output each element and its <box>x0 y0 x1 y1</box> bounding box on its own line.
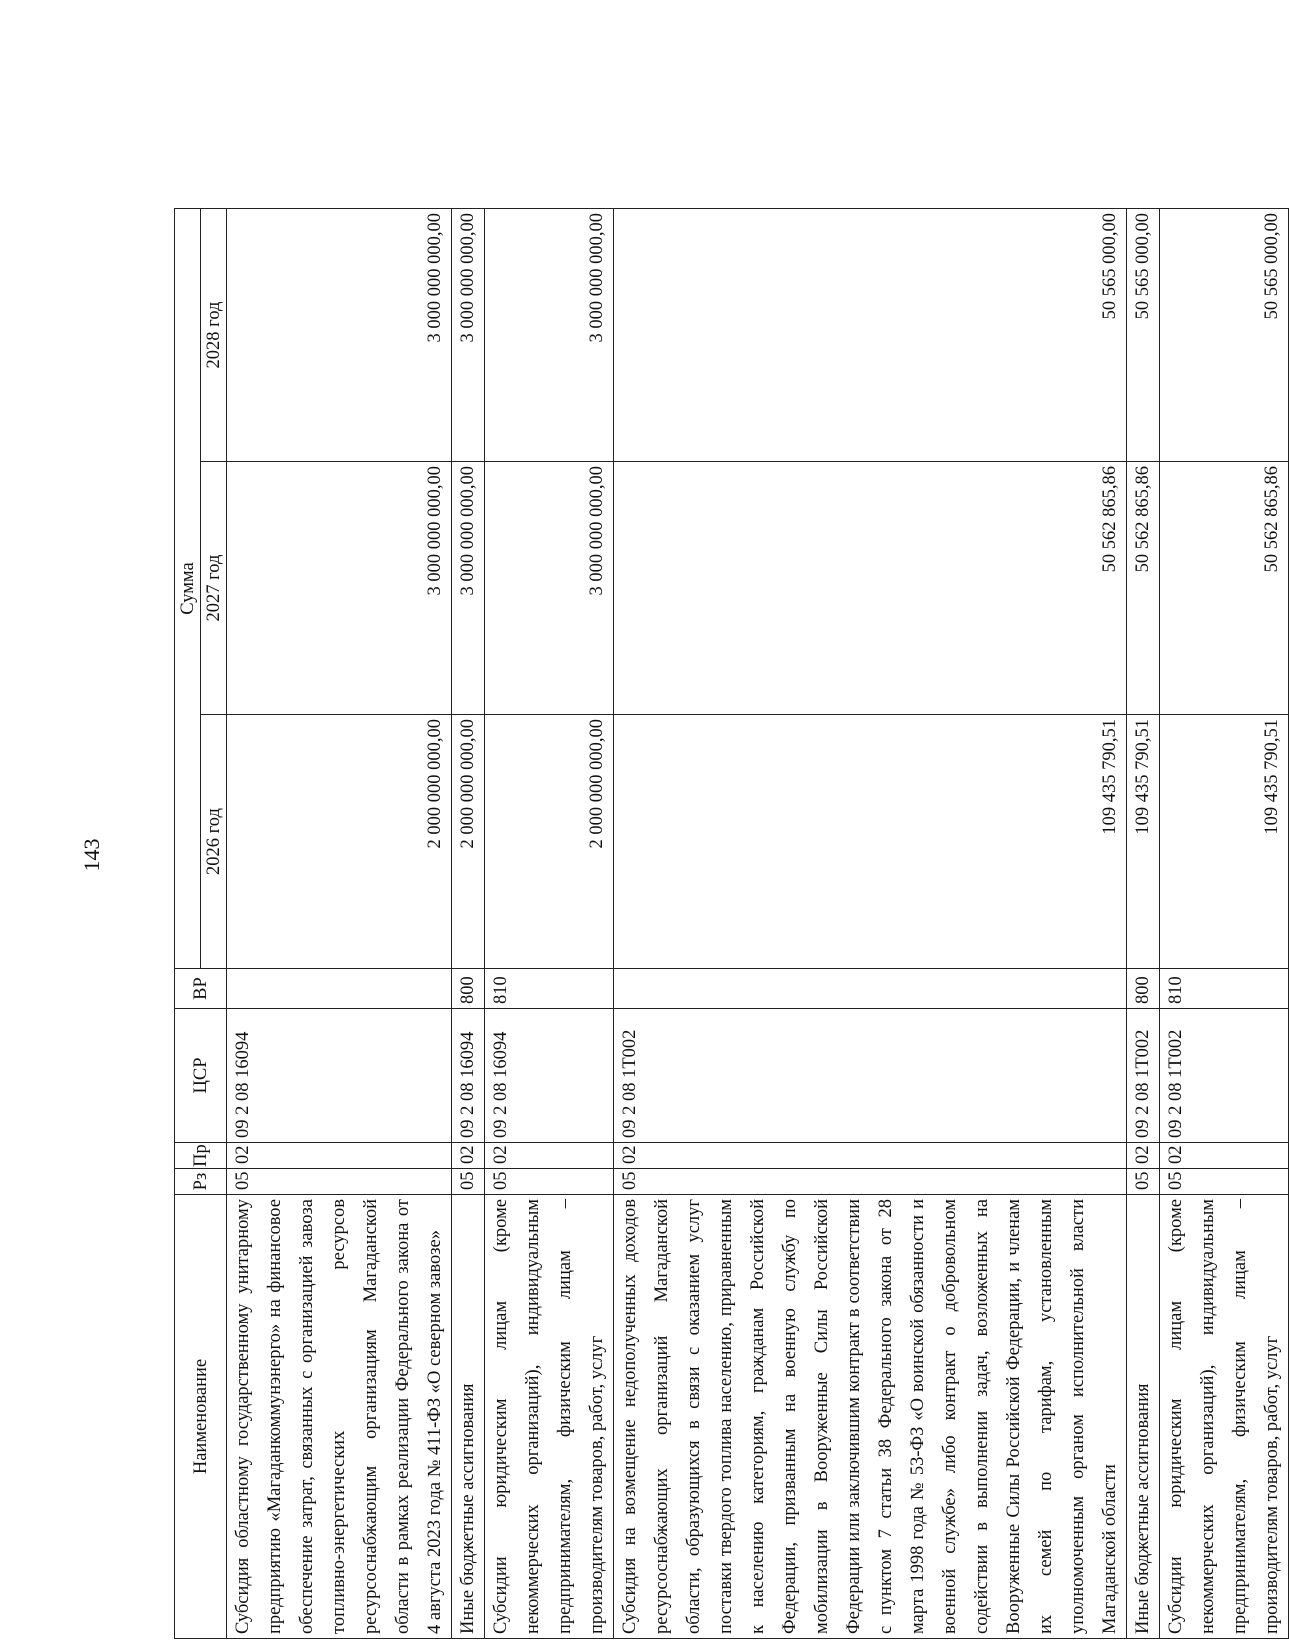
row-2027: 50 562 865,86 <box>614 462 1127 715</box>
row-pr: 02 <box>485 1143 614 1169</box>
row-2027: 50 562 865,86 <box>1160 462 1289 715</box>
header-name: Наименование <box>175 1195 227 1639</box>
row-rz: 05 <box>452 1169 485 1195</box>
row-2027: 3 000 000 000,00 <box>452 462 485 715</box>
row-2027: 50 562 865,86 <box>1127 462 1160 715</box>
row-pr: 02 <box>614 1143 1127 1169</box>
row-2026: 2 000 000 000,00 <box>452 715 485 969</box>
row-vr: 800 <box>1127 969 1160 1009</box>
row-rz: 05 <box>227 1169 452 1195</box>
table-row <box>227 208 452 1638</box>
header-row-1 <box>175 208 201 1638</box>
row-csr: 09 2 08 16094 <box>452 1009 485 1143</box>
row-2028: 50 565 000,00 <box>1127 208 1160 461</box>
header-year-2027: 2027 год <box>201 462 227 715</box>
table-row <box>614 208 1127 1638</box>
header-pr: Пр <box>175 1143 227 1169</box>
row-vr: 800 <box>452 969 485 1009</box>
row-2027: 3 000 000 000,00 <box>227 462 452 715</box>
row-csr: 09 2 08 16094 <box>227 1009 452 1143</box>
rotated-table-container <box>174 209 1282 1639</box>
table-row <box>485 208 614 1638</box>
row-pr: 02 <box>1160 1143 1289 1169</box>
header-csr: ЦСР <box>175 1009 227 1143</box>
row-name: Иные бюджетные ассигнования <box>1127 1195 1160 1639</box>
row-csr: 09 2 08 1Т002 <box>614 1009 1127 1143</box>
table-row <box>1160 208 1289 1638</box>
table-row <box>452 208 485 1638</box>
row-2028: 3 000 000 000,00 <box>227 208 452 461</box>
row-rz: 05 <box>1160 1169 1289 1195</box>
row-rz: 05 <box>485 1169 614 1195</box>
header-rz: Рз <box>175 1169 227 1195</box>
page-number: 143 <box>79 838 104 872</box>
row-name: Субсидии юридическим лицам (кроме некоммерческих организаций), индивидуальным предпринимателям, физическим лицам – производителям товаров, работ, услуг <box>1160 1195 1289 1639</box>
row-2028: 3 000 000 000,00 <box>452 208 485 461</box>
row-2026: 109 435 790,51 <box>614 715 1127 969</box>
row-rz: 05 <box>614 1169 1127 1195</box>
header-vr: ВР <box>175 969 227 1009</box>
row-2026: 109 435 790,51 <box>1127 715 1160 969</box>
row-name: Субсидия областному государственному унитарному предприятию «Магаданкоммунэнерго» на финансовое обеспечение затрат, связанных с организацией завоза топливно-энергетических ресурсов ресурсоснабжающим организациям Магаданской области в рамках реализации Федерального закона от 4 августа 2023 года № 411-ФЗ «О северном завозе» <box>227 1195 452 1639</box>
row-2028: 50 565 000,00 <box>1160 208 1289 461</box>
budget-table <box>174 208 1289 1639</box>
row-name: Субсидии юридическим лицам (кроме некоммерческих организаций), индивидуальным предпринимателям, физическим лицам – производителям товаров, работ, услуг <box>485 1195 614 1639</box>
header-sum: Сумма <box>175 208 201 968</box>
row-name: Субсидия на возмещение недополученных доходов ресурсоснабжающих организаций Магаданской области, образующихся в связи с оказанием услуг поставки твердого топлива населению, приравненным к населению категориям, гражданам Российской Федерации, призванным на военную службу по мобилизации в Вооруженные Силы Российской Федерации или заключившим контракт в соответствии с пунктом 7 статьи 38 Федерального закона от 28 марта 1998 года № 53-ФЗ «О воинской обязанности и военной службе» либо контракт о добровольном содействии в выполнении задач, возложенных на Вооруженные Силы Российской Федерации, и членам их семей по тарифам, установленным уполномоченным органом исполнительной власти Магаданской области <box>614 1195 1127 1639</box>
row-2028: 3 000 000 000,00 <box>485 208 614 461</box>
row-csr: 09 2 08 1Т002 <box>1127 1009 1160 1143</box>
row-2026: 109 435 790,51 <box>1160 715 1289 969</box>
row-vr <box>227 969 452 1009</box>
row-vr <box>614 969 1127 1009</box>
table-row <box>1127 208 1160 1638</box>
row-vr: 810 <box>1160 969 1289 1009</box>
row-csr: 09 2 08 16094 <box>485 1009 614 1143</box>
row-2027: 3 000 000 000,00 <box>485 462 614 715</box>
row-csr: 09 2 08 1Т002 <box>1160 1009 1289 1143</box>
header-year-2026: 2026 год <box>201 715 227 969</box>
row-vr: 810 <box>485 969 614 1009</box>
header-year-2028: 2028 год <box>201 208 227 461</box>
row-pr: 02 <box>1127 1143 1160 1169</box>
row-rz: 05 <box>1127 1169 1160 1195</box>
row-2026: 2 000 000 000,00 <box>485 715 614 969</box>
row-pr: 02 <box>452 1143 485 1169</box>
row-2026: 2 000 000 000,00 <box>227 715 452 969</box>
row-name: Иные бюджетные ассигнования <box>452 1195 485 1639</box>
row-pr: 02 <box>227 1143 452 1169</box>
row-2028: 50 565 000,00 <box>614 208 1127 461</box>
